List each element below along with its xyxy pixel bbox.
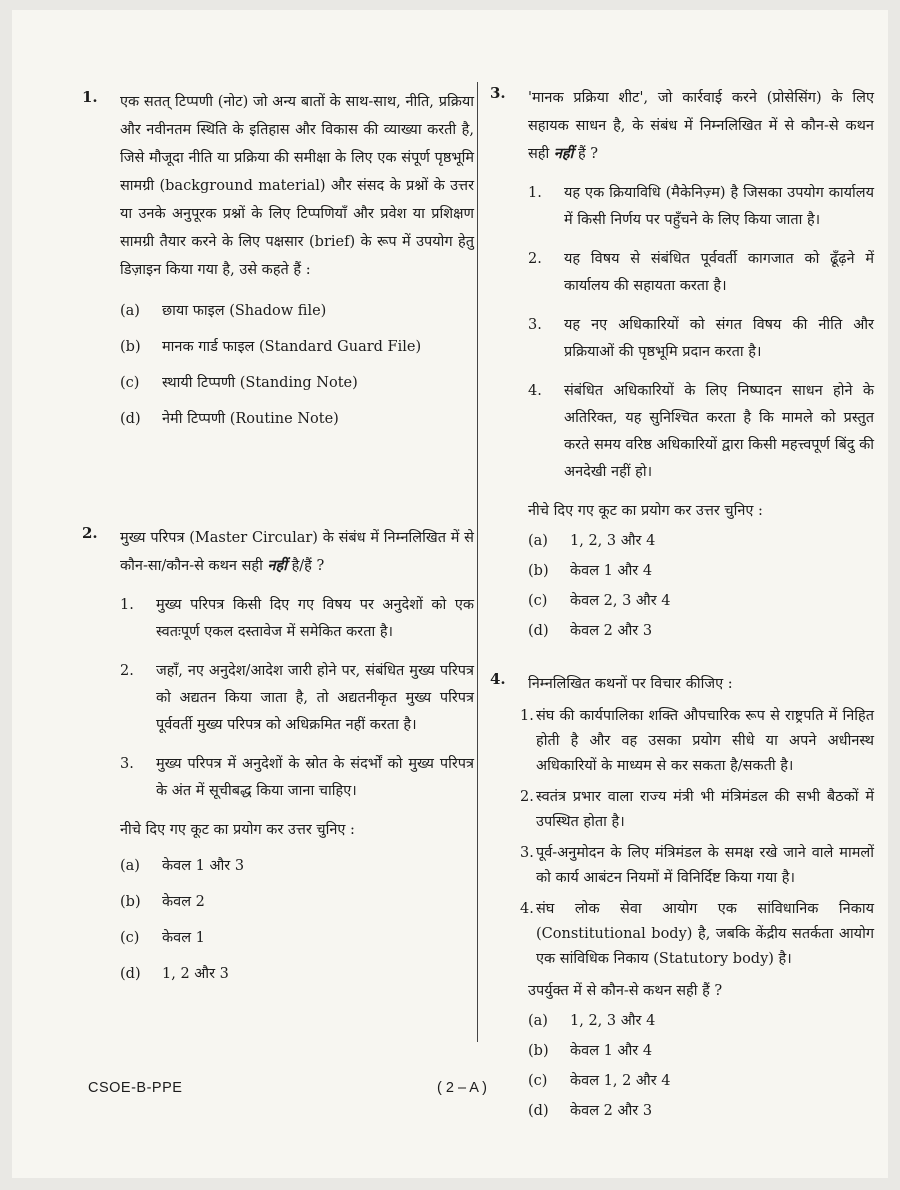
option-text: केवल 2 bbox=[162, 894, 205, 910]
option-label: (c) bbox=[120, 375, 140, 391]
question-text-part: 'मानक प्रक्रिया शीट', जो कार्रवाई करने (प्रोसेसिंग) के लिए सहायक साधन है, के संबंध में निम्नलिखित में से कौन-से कथन सही bbox=[528, 90, 874, 162]
question-3 bbox=[490, 84, 874, 644]
option-a bbox=[120, 298, 474, 324]
option-text: स्थायी टिप्पणी (Standing Note) bbox=[162, 375, 358, 391]
question-text: एक सतत् टिप्पणी (नोट) जो अन्य बातों के साथ-साथ, नीति, प्रक्रिया और नवीनतम स्थिति के इतिहास और विकास की व्याख्या करती है, जिसे मौजूदा नीति या प्रक्रिया की समीक्षा के लिए एक संपूर्ण पृष्ठभूमि सामग्री (background material) और संसद के प्रश्नों के उत्तर या उनके अनुपूरक प्रश्नों के लिए टिप्पणियाँ और प्रवेश या प्रशिक्षण सामग्री तैयार करने के लिए पक्षसार (brief) के रूप में उपयोग हेतु डिज़ाइन किया गया है, उसे कहते हैं : bbox=[120, 94, 474, 278]
option-label: (a) bbox=[528, 533, 548, 549]
statement-1 bbox=[120, 592, 474, 646]
option-text: 1, 2 और 3 bbox=[162, 966, 229, 982]
statement-number: 2. bbox=[520, 789, 534, 805]
statement-number: 2. bbox=[120, 663, 134, 679]
option-label: (b) bbox=[120, 339, 141, 355]
option-label: (b) bbox=[120, 894, 141, 910]
statement-number: 3. bbox=[528, 317, 542, 333]
option-b bbox=[528, 1038, 874, 1064]
question-emphasis: नहीं bbox=[553, 145, 574, 162]
statement-number: 4. bbox=[520, 901, 534, 917]
option-text: 1, 2, 3 और 4 bbox=[570, 1013, 656, 1029]
option-label: (d) bbox=[528, 1103, 549, 1119]
left-column bbox=[82, 80, 474, 987]
statement-3 bbox=[528, 312, 874, 366]
question-emphasis: नहीं bbox=[267, 557, 287, 574]
statement-1 bbox=[528, 180, 874, 234]
option-label: (d) bbox=[120, 966, 141, 982]
option-text: 1, 2, 3 और 4 bbox=[570, 533, 656, 549]
statement-1 bbox=[520, 704, 874, 779]
option-text: केवल 1 और 3 bbox=[162, 858, 245, 874]
statement-text: यह नए अधिकारियों को संगत विषय की नीति और प्रक्रियाओं की पृष्ठभूमि प्रदान करता है। bbox=[564, 317, 874, 360]
question-number: 4. bbox=[490, 670, 506, 688]
statement-text: पूर्व-अनुमोदन के लिए मंत्रिमंडल के समक्ष रखे जाने वाले मामलों को कार्य आबंटन नियमों में विनिर्दिष्ट किया गया है। bbox=[536, 845, 874, 886]
question-4 bbox=[490, 670, 874, 1124]
option-label: (c) bbox=[528, 593, 548, 609]
option-b bbox=[528, 558, 874, 584]
question-text-part: है/हैं ? bbox=[286, 558, 325, 574]
option-label: (d) bbox=[528, 623, 549, 639]
question-1 bbox=[82, 88, 474, 432]
option-text: छाया फाइल (Shadow file) bbox=[162, 303, 327, 319]
option-text: केवल 2 और 3 bbox=[570, 623, 653, 639]
exam-page bbox=[12, 10, 888, 1178]
question-text: निम्नलिखित कथनों पर विचार कीजिए : bbox=[528, 676, 733, 692]
option-text: केवल 2 और 3 bbox=[570, 1103, 653, 1119]
option-d bbox=[120, 961, 474, 987]
answer-instruction: नीचे दिए गए कूट का प्रयोग कर उत्तर चुनिए : bbox=[120, 822, 355, 838]
option-b bbox=[120, 334, 474, 360]
question-number: 3. bbox=[490, 84, 506, 102]
option-label: (c) bbox=[528, 1073, 548, 1089]
option-label: (a) bbox=[528, 1013, 548, 1029]
statement-text: मुख्य परिपत्र में अनुदेशों के स्रोत के संदर्भों को मुख्य परिपत्र के अंत में सूचीबद्ध किया जाना चाहिए। bbox=[156, 756, 474, 799]
statement-3 bbox=[120, 751, 474, 805]
option-text: केवल 1 bbox=[162, 930, 205, 946]
option-text: केवल 2, 3 और 4 bbox=[570, 593, 671, 609]
statement-2 bbox=[120, 658, 474, 739]
option-label: (b) bbox=[528, 1043, 549, 1059]
option-d bbox=[528, 1098, 874, 1124]
question-number: 2. bbox=[82, 524, 98, 542]
option-label: (d) bbox=[120, 411, 141, 427]
statement-number: 1. bbox=[520, 708, 534, 724]
option-b bbox=[120, 889, 474, 915]
statement-text: यह एक क्रियाविधि (मैकेनिज़्म) है जिसका उपयोग कार्यालय में किसी निर्णय पर पहुँचने के लिए किया जाता है। bbox=[564, 185, 874, 228]
option-a bbox=[120, 853, 474, 879]
statement-text: स्वतंत्र प्रभार वाला राज्य मंत्री भी मंत्रिमंडल की सभी बैठकों में उपस्थित होता है। bbox=[536, 789, 874, 830]
statement-number: 4. bbox=[528, 383, 542, 399]
statement-text: मुख्य परिपत्र किसी दिए गए विषय पर अनुदेशों को एक स्वतःपूर्ण एकल दस्तावेज में समेकित करता है। bbox=[156, 597, 474, 640]
statement-2 bbox=[520, 785, 874, 835]
answer-instruction: नीचे दिए गए कूट का प्रयोग कर उत्तर चुनिए : bbox=[528, 503, 763, 519]
option-text: केवल 1 और 4 bbox=[570, 563, 653, 579]
statement-text: संघ लोक सेवा आयोग एक सांविधानिक निकाय (Constitutional body) है, जबकि केंद्रीय सतर्कता आयोग एक सांविधिक निकाय (Statutory body) है। bbox=[536, 901, 874, 967]
option-label: (a) bbox=[120, 858, 140, 874]
option-text: केवल 1 और 4 bbox=[570, 1043, 653, 1059]
show-through-text bbox=[332, 32, 336, 48]
page-number: ( 2 – A ) bbox=[437, 1080, 487, 1096]
statement-4 bbox=[520, 897, 874, 972]
question-2 bbox=[82, 524, 474, 987]
statement-number: 3. bbox=[520, 845, 534, 861]
question-text-part: हैं ? bbox=[573, 146, 599, 162]
question-text bbox=[528, 84, 874, 168]
question-text bbox=[120, 524, 474, 580]
option-text: नेमी टिप्पणी (Routine Note) bbox=[162, 411, 339, 427]
option-a bbox=[528, 1008, 874, 1034]
answer-instruction: उपर्युक्त में से कौन-से कथन सही हैं ? bbox=[528, 983, 723, 999]
option-a bbox=[528, 528, 874, 554]
statement-text: जहाँ, नए अनुदेश/आदेश जारी होने पर, संबंधित मुख्य परिपत्र को अद्यतन किया जाता है, तो अद्यतनीकृत मुख्य परिपत्र पूर्ववर्ती मुख्य परिपत्र को अधिक्रमित नहीं करता है। bbox=[156, 663, 474, 733]
statement-number: 3. bbox=[120, 756, 134, 772]
option-c bbox=[528, 588, 874, 614]
question-text-part: मुख्य परिपत्र (Master Circular) के संबंध में निम्नलिखित में से कौन-सा/कौन-से कथन सही bbox=[120, 530, 474, 574]
statement-number: 1. bbox=[528, 185, 542, 201]
statement-text: संबंधित अधिकारियों के लिए निष्पादन साधन होने के अतिरिक्त, यह सुनिश्चित करता है कि मामले को प्रस्तुत करते समय वरिष्ठ अधिकारियों द्वारा किसी महत्त्वपूर्ण बिंदु की अनदेखी नहीं हो। bbox=[564, 383, 874, 480]
right-column bbox=[490, 80, 874, 1124]
option-c bbox=[120, 925, 474, 951]
option-label: (b) bbox=[528, 563, 549, 579]
statement-4 bbox=[528, 378, 874, 486]
option-d bbox=[528, 618, 874, 644]
option-label: (a) bbox=[120, 303, 140, 319]
question-number: 1. bbox=[82, 88, 98, 106]
statement-3 bbox=[520, 841, 874, 891]
option-label: (c) bbox=[120, 930, 140, 946]
statement-text: यह विषय से संबंधित पूर्ववर्ती कागजात को ढूँढ़ने में कार्यालय की सहायता करता है। bbox=[564, 251, 874, 294]
option-c bbox=[120, 370, 474, 396]
paper-code: CSOE-B-PPE bbox=[88, 1080, 183, 1096]
statement-number: 1. bbox=[120, 597, 134, 613]
statement-text: संघ की कार्यपालिका शक्ति औपचारिक रूप से राष्ट्रपति में निहित होती है और वह उसका प्रयोग सीधे या अपने अधीनस्थ अधिकारियों के माध्यम से कर सकता है/सकती है। bbox=[536, 708, 874, 774]
option-text: मानक गार्ड फाइल (Standard Guard File) bbox=[162, 339, 422, 355]
statement-number: 2. bbox=[528, 251, 542, 267]
option-d bbox=[120, 406, 474, 432]
statement-2 bbox=[528, 246, 874, 300]
option-c bbox=[528, 1068, 874, 1094]
option-text: केवल 1, 2 और 4 bbox=[570, 1073, 671, 1089]
column-divider bbox=[477, 82, 478, 1042]
